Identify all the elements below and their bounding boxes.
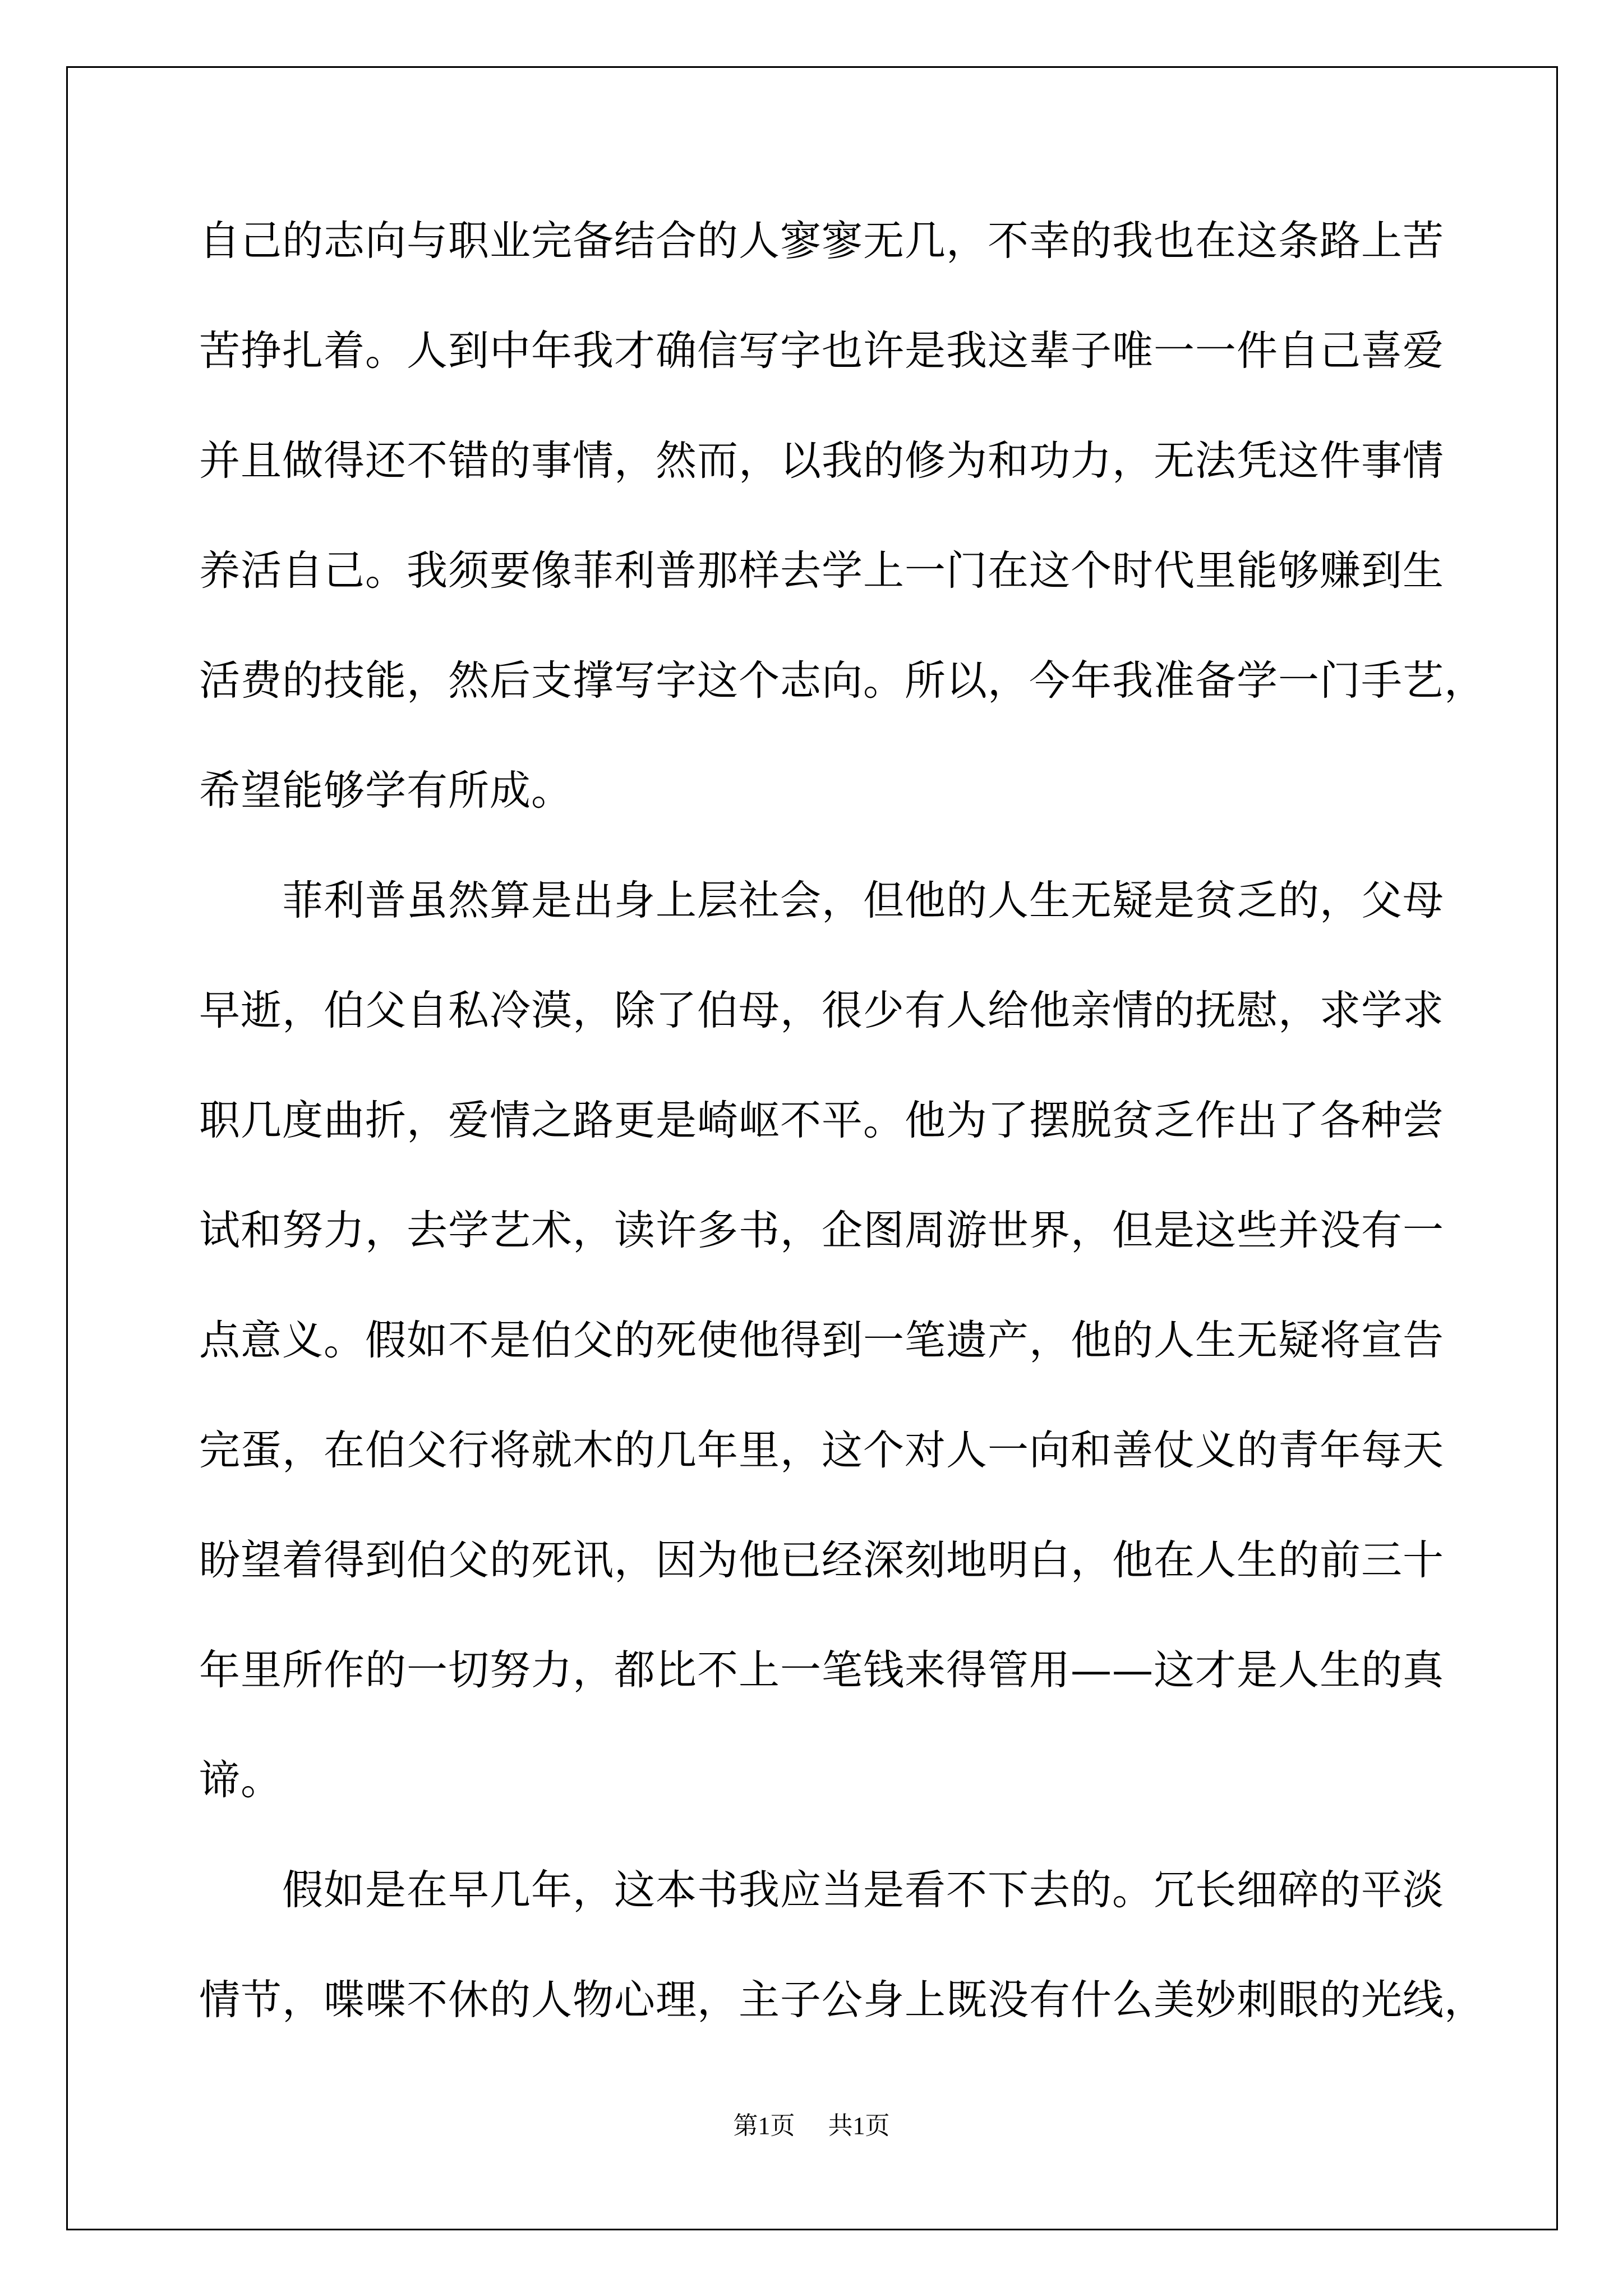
text-line: 早逝，伯父自私冷漠，除了伯母，很少有人给他亲情的抚慰，求学求 xyxy=(199,987,1444,1034)
text-line: 谛。 xyxy=(199,1756,282,1804)
text-line: 点意义。假如不是伯父的死使他得到一笔遗产，他的人生无疑将宣告 xyxy=(199,1317,1444,1364)
text-line: 年里所作的一切努力，都比不上一笔钱来得管用——这才是人生的真 xyxy=(199,1646,1444,1694)
text-line: 情节，喋喋不休的人物心理，主子公身上既没有什么美妙刺眼的光线， xyxy=(199,1976,1486,2024)
text-line: 试和努力，去学艺术，读许多书，企图周游世界，但是这些并没有一 xyxy=(199,1207,1444,1254)
page-number-total: 共1页 xyxy=(828,2112,890,2139)
text-line: 希望能够学有所成。 xyxy=(199,767,573,815)
text-line: 盼望着得到伯父的死讯，因为他已经深刻地明白，他在人生的前三十 xyxy=(199,1536,1444,1584)
text-line: 职几度曲折，爱情之路更是崎岖不平。他为了摆脱贫乏作出了各种尝 xyxy=(199,1097,1444,1144)
text-line: 完蛋，在伯父行将就木的几年里，这个对人一向和善仗义的青年每天 xyxy=(199,1427,1444,1474)
text-line: 菲利普虽然算是出身上层社会，但他的人生无疑是贫乏的，父母 xyxy=(199,877,1444,924)
text-line: 自己的志向与职业完备结合的人寥寥无几，不幸的我也在这条路上苦 xyxy=(199,217,1444,265)
page-footer xyxy=(0,2109,1623,2143)
text-line: 活费的技能，然后支撑写字这个志向。所以，今年我准备学一门手艺， xyxy=(199,657,1486,705)
text-line: 养活自己。我须要像菲利普那样去学上一门在这个时代里能够赚到生 xyxy=(199,547,1444,595)
text-line: 假如是在早几年，这本书我应当是看不下去的。冗长细碎的平淡 xyxy=(199,1866,1444,1914)
text-line: 并且做得还不错的事情，然而，以我的修为和功力，无法凭这件事情 xyxy=(199,437,1444,485)
page-number-current: 第1页 xyxy=(733,2112,795,2139)
text-line: 苦挣扎着。人到中年我才确信写字也许是我这辈子唯一一件自己喜爱 xyxy=(199,327,1444,375)
